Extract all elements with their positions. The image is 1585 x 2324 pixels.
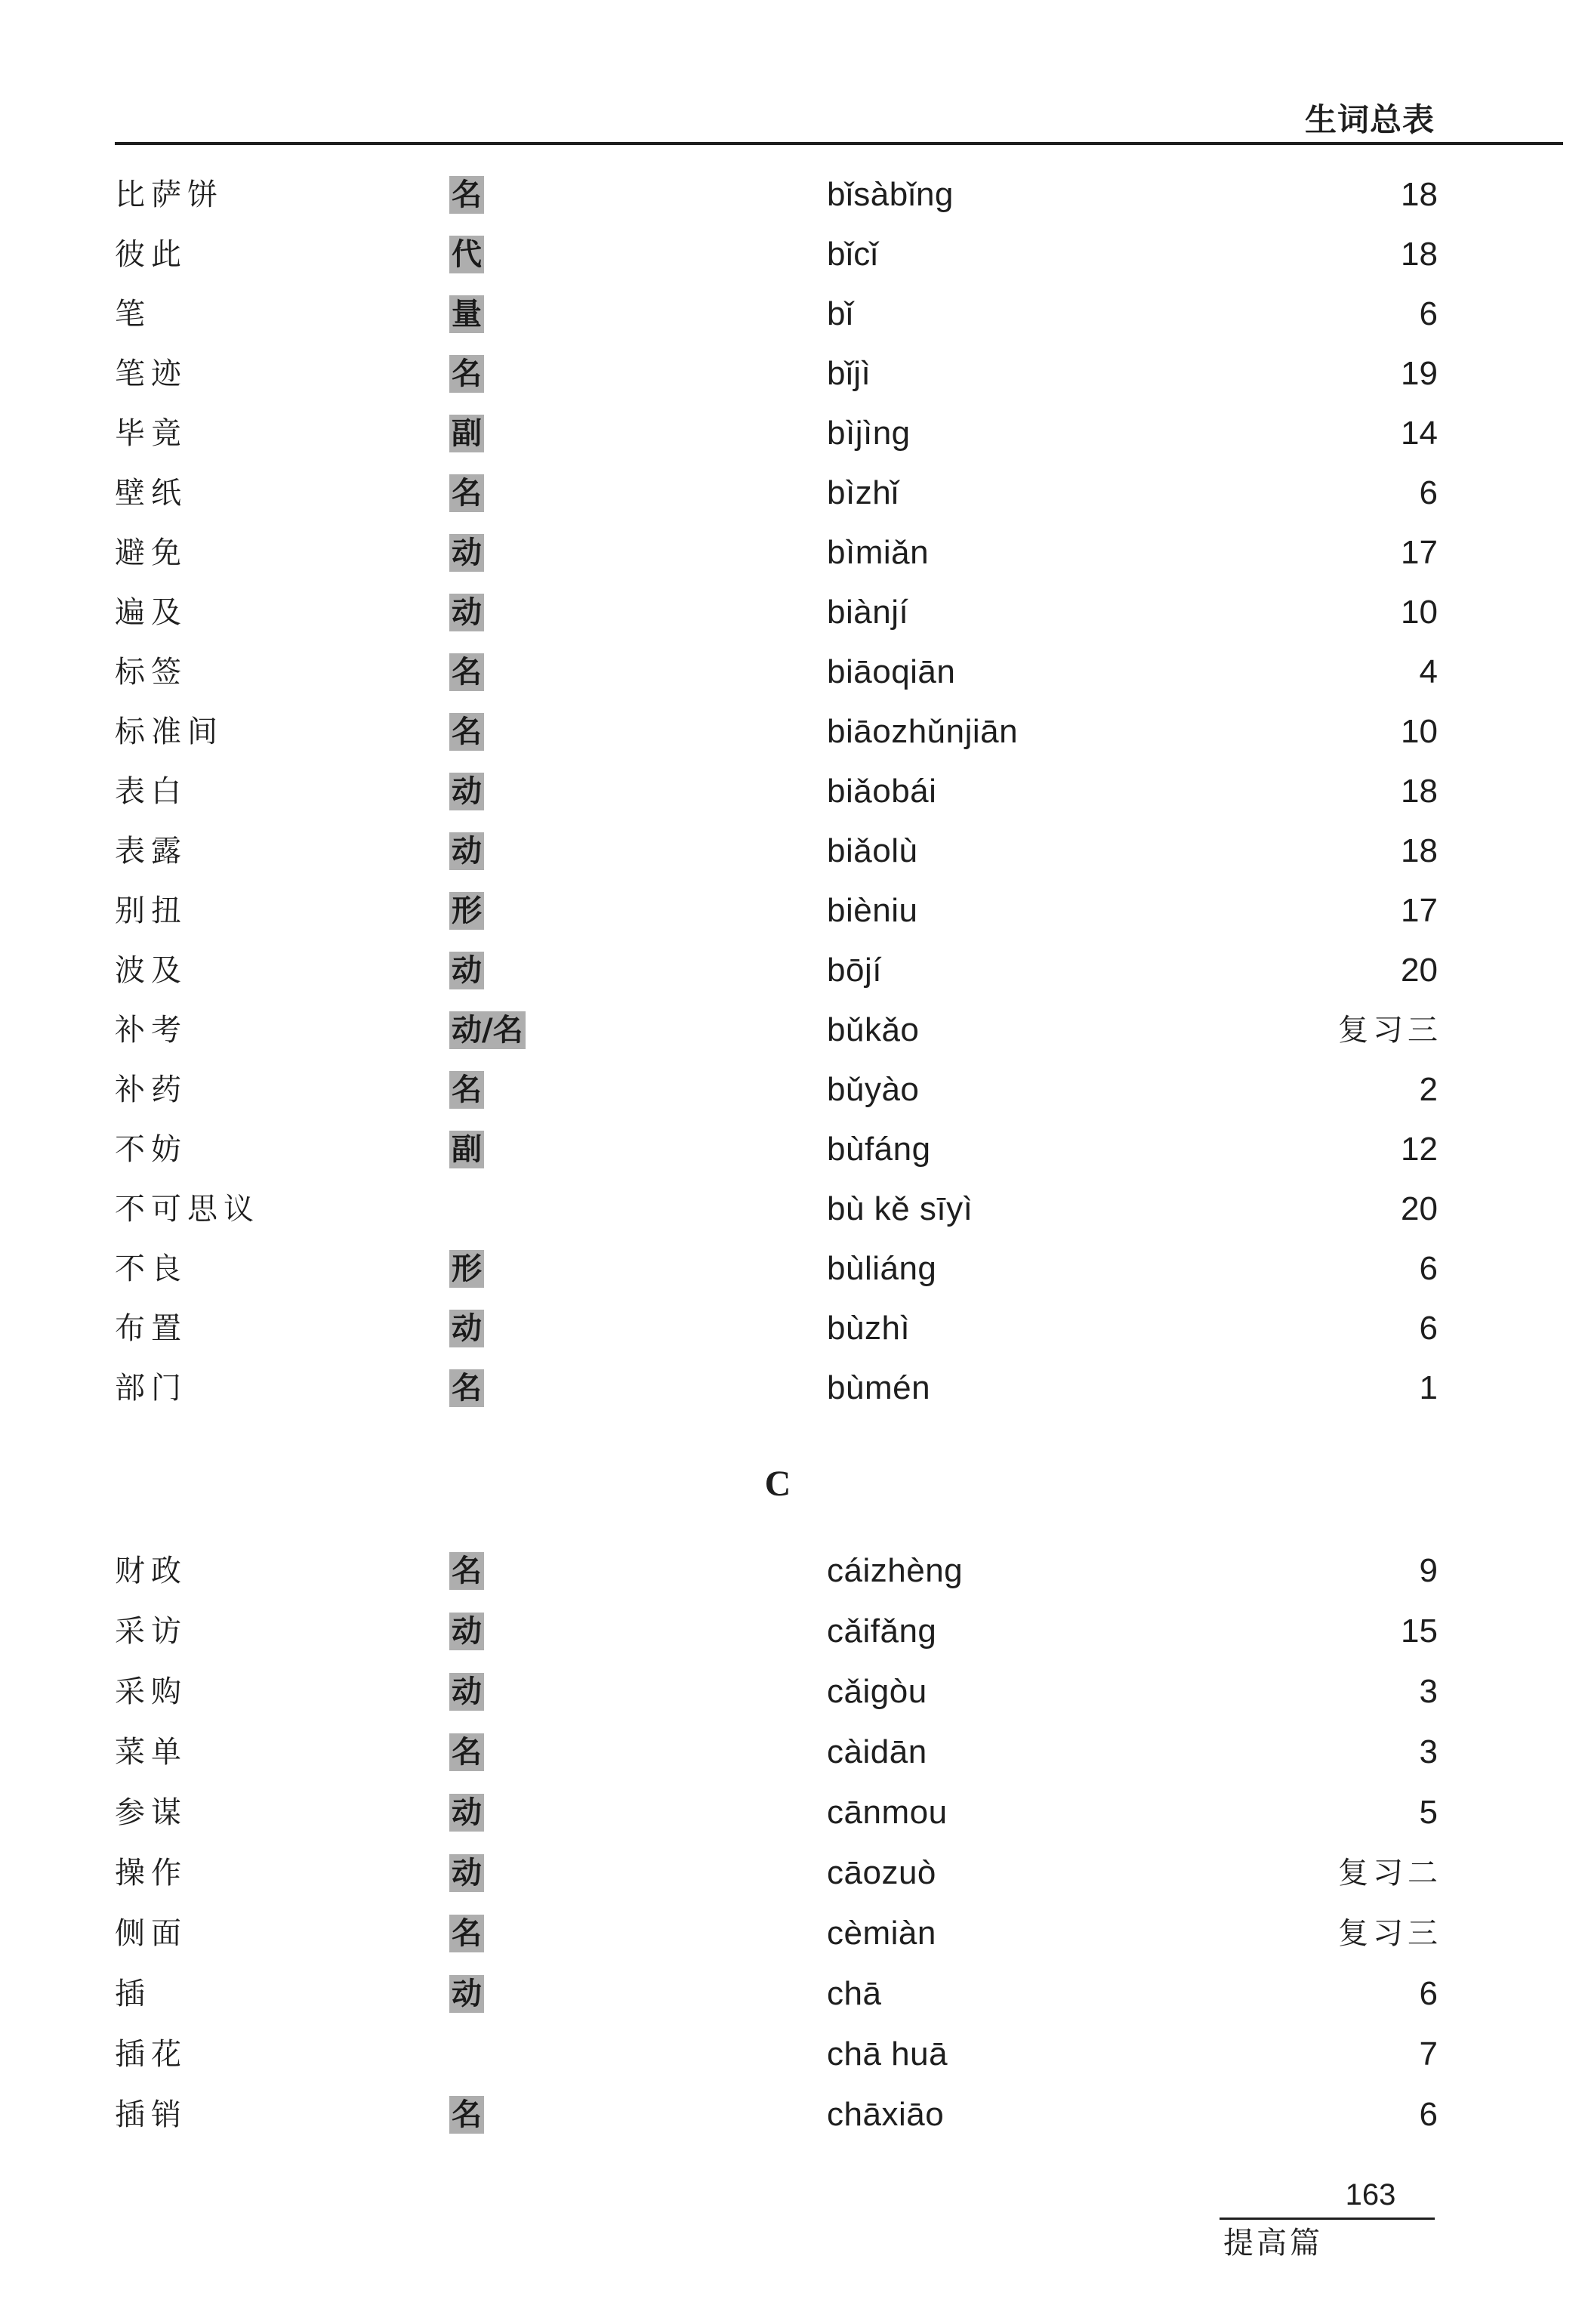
vocab-word: 采访 <box>115 1614 187 1649</box>
vocab-row <box>0 825 1585 878</box>
vocab-word: 彼此 <box>115 237 187 272</box>
part-of-speech-badge: 名 <box>449 1071 484 1109</box>
vocab-pinyin: bǐcǐ <box>827 236 879 273</box>
vocab-pinyin: bǐjì <box>827 355 871 392</box>
vocab-pinyin: bùfáng <box>827 1131 931 1168</box>
lesson-number: 18 <box>1401 832 1438 869</box>
vocab-pinyin: chāxiāo <box>827 2096 945 2133</box>
vocab-word: 布置 <box>115 1311 187 1346</box>
lesson-number: 3 <box>1419 1673 1438 1710</box>
vocab-row <box>0 1123 1585 1176</box>
vocab-row <box>0 2088 1585 2141</box>
vocab-row <box>0 1063 1585 1116</box>
vocab-pinyin: bìzhǐ <box>827 474 899 511</box>
lesson-number: 9 <box>1419 1552 1438 1589</box>
part-of-speech-badge: 名 <box>449 474 484 512</box>
book-section-title: 提高篇 <box>1223 2226 1323 2261</box>
lesson-number: 复习三 <box>1338 1916 1442 1951</box>
part-of-speech-badge: 名 <box>449 1915 484 1952</box>
vocab-word: 壁纸 <box>115 476 187 511</box>
vocab-pinyin: bùzhì <box>827 1310 911 1347</box>
vocab-word: 不妨 <box>115 1132 187 1167</box>
vocab-pinyin: biāoqiān <box>827 653 956 690</box>
vocab-word: 遍及 <box>115 595 187 630</box>
vocab-row <box>0 228 1585 281</box>
section-letter-heading: C <box>764 1464 791 1504</box>
vocab-word: 插花 <box>115 2037 187 2072</box>
lesson-number: 6 <box>1419 474 1438 511</box>
part-of-speech-badge: 名 <box>449 653 484 691</box>
lesson-number: 10 <box>1401 713 1438 750</box>
lesson-number: 17 <box>1401 892 1438 929</box>
vocab-pinyin: cǎifǎng <box>827 1613 937 1650</box>
vocab-word: 侧面 <box>115 1916 187 1951</box>
lesson-number: 6 <box>1419 2096 1438 2133</box>
vocab-row <box>0 1907 1585 1960</box>
vocab-row <box>0 1605 1585 1658</box>
vocab-word: 插销 <box>115 2097 187 2132</box>
vocab-row <box>0 407 1585 460</box>
vocab-pinyin: bù kě sīyì <box>827 1190 973 1227</box>
vocab-pinyin: biāozhǔnjiān <box>827 713 1019 750</box>
vocab-row <box>0 1362 1585 1415</box>
vocab-row <box>0 646 1585 699</box>
part-of-speech-badge: 动 <box>449 534 484 572</box>
vocab-pinyin: cáizhèng <box>827 1552 964 1589</box>
vocab-pinyin: bièniu <box>827 892 918 929</box>
vocab-row <box>0 586 1585 639</box>
vocab-row <box>0 2028 1585 2081</box>
vocab-word: 笔迹 <box>115 356 187 391</box>
vocab-row <box>0 288 1585 341</box>
vocab-word: 标签 <box>115 655 187 690</box>
part-of-speech-badge: 名 <box>449 1552 484 1590</box>
vocab-word: 不良 <box>115 1252 187 1286</box>
vocab-row <box>0 1302 1585 1355</box>
lesson-number: 6 <box>1419 1310 1438 1347</box>
vocab-word: 操作 <box>115 1856 187 1890</box>
lesson-number: 2 <box>1419 1071 1438 1108</box>
vocab-pinyin: biǎobái <box>827 773 937 810</box>
lesson-number: 7 <box>1419 2035 1438 2072</box>
part-of-speech-badge: 动 <box>449 594 484 631</box>
part-of-speech-badge: 动 <box>449 1613 484 1650</box>
part-of-speech-badge: 动 <box>449 832 484 870</box>
vocab-pinyin: bùmén <box>827 1369 931 1406</box>
part-of-speech-badge: 动 <box>449 1854 484 1892</box>
lesson-number: 19 <box>1401 355 1438 392</box>
vocab-word: 采购 <box>115 1674 187 1709</box>
vocab-row <box>0 467 1585 520</box>
lesson-number: 17 <box>1401 534 1438 571</box>
vocab-pinyin: cèmiàn <box>827 1915 936 1952</box>
vocab-pinyin: bōjí <box>827 952 882 989</box>
vocab-word: 标准间 <box>115 714 224 749</box>
vocab-word: 菜单 <box>115 1735 187 1770</box>
vocab-word: 避免 <box>115 535 187 570</box>
lesson-number: 12 <box>1401 1131 1438 1168</box>
vocab-row <box>0 526 1585 579</box>
part-of-speech-badge: 动 <box>449 1310 484 1347</box>
lesson-number: 6 <box>1419 1975 1438 2012</box>
vocab-word: 插 <box>115 1977 151 2011</box>
page-header-title: 生词总表 <box>1304 101 1435 138</box>
lesson-number: 14 <box>1401 415 1438 452</box>
vocab-word: 不可思议 <box>115 1192 260 1227</box>
vocab-row <box>0 884 1585 937</box>
part-of-speech-badge: 动 <box>449 773 484 810</box>
vocab-word: 补考 <box>115 1013 187 1048</box>
vocab-row <box>0 1545 1585 1597</box>
vocab-pinyin: biànjí <box>827 594 909 631</box>
vocab-word: 表露 <box>115 834 187 869</box>
lesson-number: 6 <box>1419 1250 1438 1287</box>
lesson-number: 18 <box>1401 773 1438 810</box>
part-of-speech-badge: 量 <box>449 295 484 333</box>
part-of-speech-badge: 动 <box>449 1673 484 1711</box>
part-of-speech-badge: 名 <box>449 713 484 751</box>
lesson-number: 15 <box>1401 1613 1438 1650</box>
vocab-pinyin: bǐ <box>827 295 854 332</box>
part-of-speech-badge: 名 <box>449 1733 484 1771</box>
footer-divider <box>1220 2218 1435 2220</box>
vocab-row <box>0 705 1585 758</box>
part-of-speech-badge: 代 <box>449 236 484 273</box>
vocab-pinyin: bǐsàbǐng <box>827 176 954 213</box>
lesson-number: 6 <box>1419 295 1438 332</box>
vocab-row <box>0 1968 1585 2020</box>
part-of-speech-badge: 名 <box>449 355 484 393</box>
vocab-row <box>0 944 1585 997</box>
vocab-word: 别扭 <box>115 893 187 928</box>
vocab-row <box>0 168 1585 221</box>
vocab-word: 表白 <box>115 774 187 809</box>
vocab-pinyin: chā <box>827 1975 882 2012</box>
part-of-speech-badge: 名 <box>449 2096 484 2134</box>
part-of-speech-badge: 动 <box>449 1975 484 2013</box>
lesson-number: 4 <box>1419 653 1438 690</box>
header-divider <box>115 142 1563 145</box>
vocab-row <box>0 1786 1585 1839</box>
vocab-row <box>0 1847 1585 1900</box>
vocab-word: 笔 <box>115 297 151 332</box>
part-of-speech-badge: 形 <box>449 1250 484 1288</box>
vocab-pinyin: bìmiǎn <box>827 534 930 571</box>
vocab-pinyin: biǎolù <box>827 832 918 869</box>
lesson-number: 3 <box>1419 1733 1438 1770</box>
vocab-row <box>0 1665 1585 1718</box>
vocab-row <box>0 1242 1585 1295</box>
lesson-number: 1 <box>1419 1369 1438 1406</box>
lesson-number: 18 <box>1401 236 1438 273</box>
vocab-pinyin: bìjìng <box>827 415 911 452</box>
lesson-number: 20 <box>1401 952 1438 989</box>
part-of-speech-badge: 动/名 <box>449 1011 526 1049</box>
part-of-speech-badge: 名 <box>449 1369 484 1407</box>
vocab-row <box>0 1726 1585 1779</box>
vocab-row <box>0 1004 1585 1057</box>
vocab-pinyin: chā huā <box>827 2035 948 2072</box>
part-of-speech-badge: 动 <box>449 952 484 989</box>
vocab-word: 参谋 <box>115 1795 187 1830</box>
part-of-speech-badge: 形 <box>449 892 484 930</box>
vocab-pinyin: bǔkǎo <box>827 1011 920 1048</box>
vocab-row <box>0 1183 1585 1236</box>
lesson-number: 20 <box>1401 1190 1438 1227</box>
vocab-word: 毕竟 <box>115 416 187 451</box>
vocab-pinyin: càidān <box>827 1733 927 1770</box>
part-of-speech-badge: 动 <box>449 1794 484 1832</box>
vocab-word: 比萨饼 <box>115 177 224 212</box>
vocab-pinyin: cǎigòu <box>827 1673 927 1710</box>
vocab-word: 波及 <box>115 953 187 988</box>
lesson-number: 10 <box>1401 594 1438 631</box>
vocab-row <box>0 765 1585 818</box>
vocab-word: 财政 <box>115 1554 187 1588</box>
lesson-number: 复习三 <box>1338 1013 1442 1048</box>
part-of-speech-badge: 名 <box>449 176 484 214</box>
part-of-speech-badge: 副 <box>449 1131 484 1168</box>
vocab-pinyin: cāozuò <box>827 1854 936 1891</box>
vocab-word: 补药 <box>115 1072 187 1107</box>
page-number: 163 <box>1345 2178 1396 2211</box>
lesson-number: 18 <box>1401 176 1438 213</box>
lesson-number: 复习二 <box>1338 1856 1442 1890</box>
vocab-pinyin: cānmou <box>827 1794 948 1831</box>
vocab-word: 部门 <box>115 1371 187 1406</box>
lesson-number: 5 <box>1419 1794 1438 1831</box>
vocab-pinyin: bùliáng <box>827 1250 937 1287</box>
part-of-speech-badge: 副 <box>449 415 484 452</box>
vocab-row <box>0 347 1585 400</box>
vocab-pinyin: bǔyào <box>827 1071 920 1108</box>
